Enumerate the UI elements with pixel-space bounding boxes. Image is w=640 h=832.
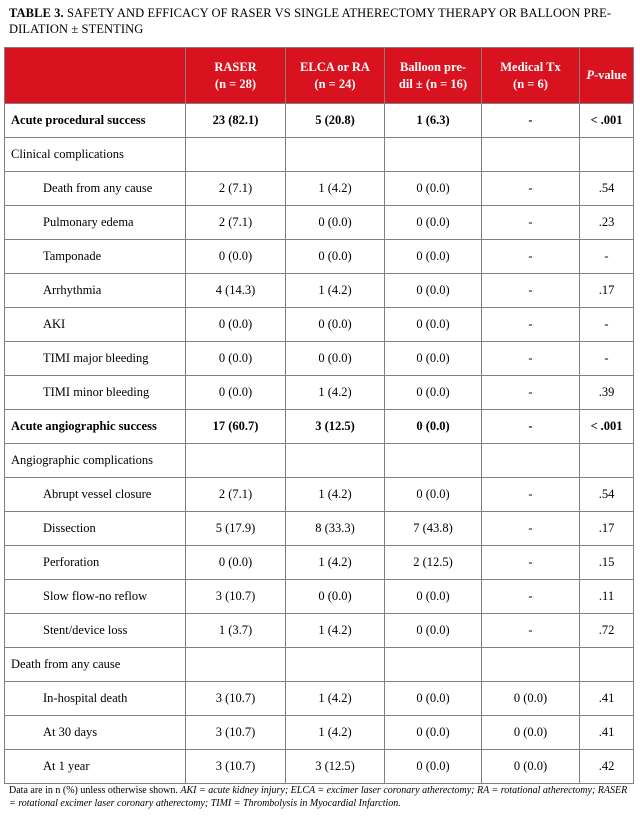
table-cell: 1 (4.2) xyxy=(286,682,385,716)
table-cell: 0 (0.0) xyxy=(286,308,385,342)
table-row xyxy=(5,172,634,206)
table-cell: 0 (0.0) xyxy=(385,342,482,376)
table-cell: 0 (0.0) xyxy=(186,342,286,376)
table-cell: 0 (0.0) xyxy=(482,716,580,750)
row-label: Acute procedural success xyxy=(5,104,186,138)
header-row xyxy=(5,48,634,104)
row-label: Slow flow-no reflow xyxy=(5,580,186,614)
table-cell xyxy=(482,444,580,478)
table-cell: 5 (17.9) xyxy=(186,512,286,546)
table-cell: 1 (4.2) xyxy=(286,478,385,512)
table-cell xyxy=(186,444,286,478)
row-label: TIMI major bleeding xyxy=(5,342,186,376)
table-cell xyxy=(186,648,286,682)
table-cell: < .001 xyxy=(580,410,634,444)
table-cell: .15 xyxy=(580,546,634,580)
table-row xyxy=(5,512,634,546)
table-cell: 8 (33.3) xyxy=(286,512,385,546)
table-cell: 3 (10.7) xyxy=(186,750,286,784)
table-cell: 0 (0.0) xyxy=(385,580,482,614)
row-label: At 30 days xyxy=(5,716,186,750)
table-row xyxy=(5,274,634,308)
table-cell: - xyxy=(482,172,580,206)
table-cell: 5 (20.8) xyxy=(286,104,385,138)
table-cell: 4 (14.3) xyxy=(186,274,286,308)
table-cell: 3 (10.7) xyxy=(186,716,286,750)
table-cell: 0 (0.0) xyxy=(385,614,482,648)
table-body xyxy=(5,104,634,784)
table-row xyxy=(5,410,634,444)
table-caption xyxy=(9,5,629,37)
row-label: Death from any cause xyxy=(5,172,186,206)
table-cell: 1 (4.2) xyxy=(286,716,385,750)
table-cell xyxy=(580,138,634,172)
table-cell: .17 xyxy=(580,512,634,546)
table-cell: 0 (0.0) xyxy=(286,342,385,376)
header-elca-ra: ELCA or RA (n = 24) xyxy=(286,48,385,104)
table-cell: - xyxy=(580,240,634,274)
table-row xyxy=(5,580,634,614)
table-cell: 0 (0.0) xyxy=(385,376,482,410)
table-cell: 1 (4.2) xyxy=(286,376,385,410)
table-cell xyxy=(385,648,482,682)
table-cell: 0 (0.0) xyxy=(186,376,286,410)
table-cell: 3 (10.7) xyxy=(186,682,286,716)
table-number: TABLE 3. xyxy=(9,6,64,20)
table-cell: - xyxy=(482,580,580,614)
table-cell: .41 xyxy=(580,716,634,750)
row-label: Arrhythmia xyxy=(5,274,186,308)
results-table xyxy=(4,47,634,784)
table-cell xyxy=(385,444,482,478)
table-cell: .39 xyxy=(580,376,634,410)
table-cell: < .001 xyxy=(580,104,634,138)
table-cell xyxy=(482,648,580,682)
table-cell: 2 (12.5) xyxy=(385,546,482,580)
table-cell: - xyxy=(482,410,580,444)
table-cell: 0 (0.0) xyxy=(482,750,580,784)
table-cell: - xyxy=(482,308,580,342)
table-cell: - xyxy=(580,308,634,342)
table-cell: - xyxy=(580,342,634,376)
header-balloon: Balloon pre- dil ± (n = 16) xyxy=(385,48,482,104)
table-row xyxy=(5,546,634,580)
row-label: Perforation xyxy=(5,546,186,580)
table-cell xyxy=(482,138,580,172)
table-cell: 0 (0.0) xyxy=(385,308,482,342)
table-cell: 0 (0.0) xyxy=(385,240,482,274)
table-cell: 23 (82.1) xyxy=(186,104,286,138)
row-label: Abrupt vessel closure xyxy=(5,478,186,512)
table-cell: - xyxy=(482,274,580,308)
header-blank xyxy=(5,48,186,104)
table-cell xyxy=(186,138,286,172)
table-cell xyxy=(580,648,634,682)
table-cell: .42 xyxy=(580,750,634,784)
table-cell: - xyxy=(482,512,580,546)
table-cell: .54 xyxy=(580,172,634,206)
table-cell: 0 (0.0) xyxy=(286,206,385,240)
table-cell: 3 (12.5) xyxy=(286,410,385,444)
table-cell: - xyxy=(482,546,580,580)
table-cell: 0 (0.0) xyxy=(385,172,482,206)
table-cell: 1 (4.2) xyxy=(286,614,385,648)
table-cell: 2 (7.1) xyxy=(186,172,286,206)
table-row xyxy=(5,682,634,716)
table-row xyxy=(5,444,634,478)
table-row xyxy=(5,104,634,138)
table-cell: 0 (0.0) xyxy=(286,240,385,274)
table-cell xyxy=(286,138,385,172)
table-row xyxy=(5,376,634,410)
table-row xyxy=(5,716,634,750)
row-label: At 1 year xyxy=(5,750,186,784)
table-cell: 0 (0.0) xyxy=(385,750,482,784)
table-cell: 0 (0.0) xyxy=(385,716,482,750)
table-title: SAFETY AND EFFICACY OF RASER VS SINGLE ATHERECTOMY THERAPY OR BALLOON PRE-DILATION ± STENTING xyxy=(9,6,612,36)
row-label: Angiographic complications xyxy=(5,444,186,478)
row-label: Death from any cause xyxy=(5,648,186,682)
table-cell: 0 (0.0) xyxy=(186,240,286,274)
table-row xyxy=(5,750,634,784)
table-cell: - xyxy=(482,206,580,240)
table-cell: 1 (4.2) xyxy=(286,274,385,308)
table-cell: 17 (60.7) xyxy=(186,410,286,444)
table-cell: - xyxy=(482,376,580,410)
table-row xyxy=(5,648,634,682)
table-cell: .41 xyxy=(580,682,634,716)
table-cell: 1 (4.2) xyxy=(286,546,385,580)
table-cell: 0 (0.0) xyxy=(385,410,482,444)
table-cell: 1 (4.2) xyxy=(286,172,385,206)
row-label: AKI xyxy=(5,308,186,342)
table-cell: .11 xyxy=(580,580,634,614)
row-label: In-hospital death xyxy=(5,682,186,716)
table-cell: - xyxy=(482,478,580,512)
table-cell: 0 (0.0) xyxy=(385,682,482,716)
table-row xyxy=(5,138,634,172)
table-cell: 3 (10.7) xyxy=(186,580,286,614)
row-label: Stent/device loss xyxy=(5,614,186,648)
table-cell: - xyxy=(482,240,580,274)
table-cell: .23 xyxy=(580,206,634,240)
header-medical: Medical Tx (n = 6) xyxy=(482,48,580,104)
table-row xyxy=(5,308,634,342)
row-label: Clinical complications xyxy=(5,138,186,172)
table-cell xyxy=(580,444,634,478)
table-row xyxy=(5,614,634,648)
row-label: Pulmonary edema xyxy=(5,206,186,240)
header-raser: RASER (n = 28) xyxy=(186,48,286,104)
table-row xyxy=(5,342,634,376)
table-cell: 1 (6.3) xyxy=(385,104,482,138)
table-row xyxy=(5,478,634,512)
table-cell: 2 (7.1) xyxy=(186,478,286,512)
table-cell: 0 (0.0) xyxy=(286,580,385,614)
table-cell: 7 (43.8) xyxy=(385,512,482,546)
row-label: Acute angiographic success xyxy=(5,410,186,444)
table-cell: 0 (0.0) xyxy=(186,546,286,580)
table-cell: - xyxy=(482,104,580,138)
table-cell: 0 (0.0) xyxy=(186,308,286,342)
table-cell: .17 xyxy=(580,274,634,308)
table-footnote: Data are in n (%) unless otherwise shown. AKI = acute kidney injury; ELCA = excimer laser coronary atherectomy; RA = rotational atherectomy; RASER = rotational excimer laser coronary atherectomy; TIMI = Thrombolysis in Myocardial Infarction. xyxy=(9,785,628,809)
table-cell: 0 (0.0) xyxy=(385,206,482,240)
table-cell: 2 (7.1) xyxy=(186,206,286,240)
row-label: Tamponade xyxy=(5,240,186,274)
table-row xyxy=(5,240,634,274)
table-cell: .72 xyxy=(580,614,634,648)
table-cell: 0 (0.0) xyxy=(385,478,482,512)
table-cell xyxy=(385,138,482,172)
table-cell: 3 (12.5) xyxy=(286,750,385,784)
row-label: Dissection xyxy=(5,512,186,546)
table-cell: 0 (0.0) xyxy=(482,682,580,716)
table-cell: - xyxy=(482,342,580,376)
table-cell: 1 (3.7) xyxy=(186,614,286,648)
table-row xyxy=(5,206,634,240)
table-cell xyxy=(286,648,385,682)
header-p-value: P-value xyxy=(580,48,634,104)
table-cell: - xyxy=(482,614,580,648)
row-label: TIMI minor bleeding xyxy=(5,376,186,410)
table-cell xyxy=(286,444,385,478)
table-cell: .54 xyxy=(580,478,634,512)
table-cell: 0 (0.0) xyxy=(385,274,482,308)
